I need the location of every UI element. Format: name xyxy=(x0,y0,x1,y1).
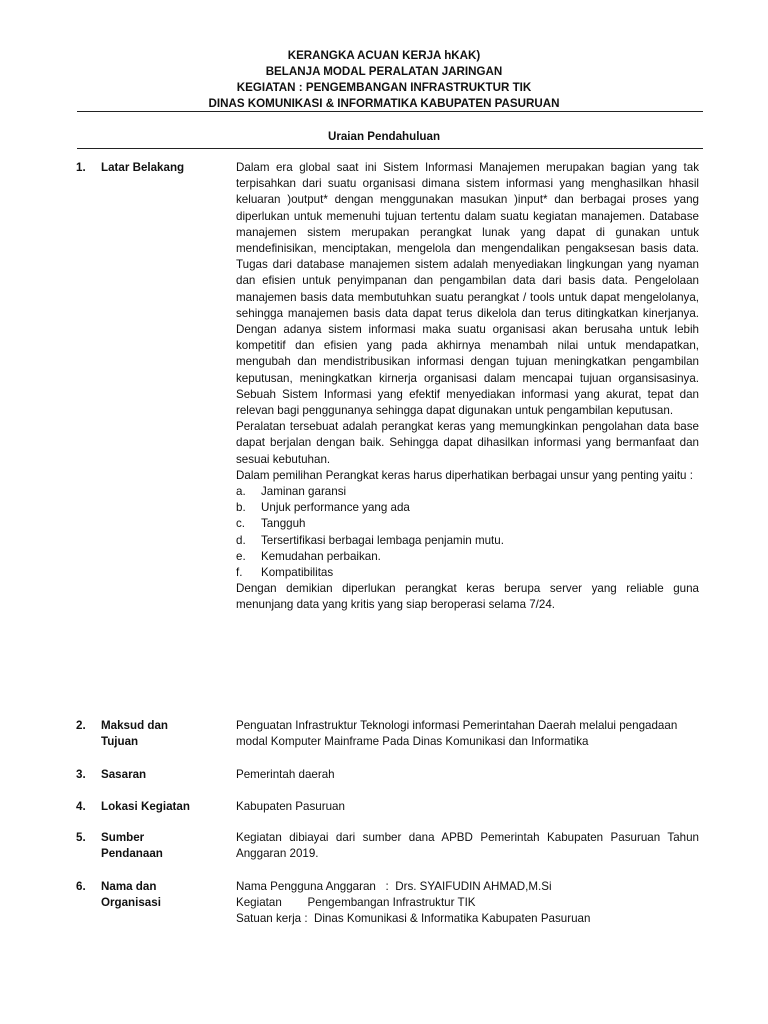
item-content: Kegiatan dibiayai dari sumber dana APBD Pemerintah Kabupaten Pasuruan Tahun Anggaran 2019. xyxy=(236,831,699,861)
header-line-3: KEGIATAN : PENGEMBANGAN INFRASTRUKTUR TIK xyxy=(236,81,532,94)
item-label: Maksud dan Tujuan xyxy=(101,719,168,749)
list-text: Unjuk performance yang ada xyxy=(261,501,410,515)
organisasi-line: Nama Pengguna Anggaran : Drs. SYAIFUDIN AHMAD,M.Si xyxy=(236,880,552,893)
section-divider xyxy=(77,148,703,149)
list-text: Kompatibilitas xyxy=(261,566,334,580)
item-label: Lokasi Kegiatan xyxy=(101,800,190,813)
item-label: Sumber Pendanaan xyxy=(101,831,163,861)
list-text: Tersertifikasi berbagai lembaga penjamin mutu. xyxy=(261,533,504,547)
section-title: Uraian Pendahuluan xyxy=(327,130,441,143)
list-item xyxy=(236,484,699,500)
organisasi-line: Satuan kerja : Dinas Komunikasi & Informatika Kabupaten Pasuruan xyxy=(236,912,591,926)
item-number: 2. xyxy=(76,719,86,732)
item-content xyxy=(236,160,699,614)
paragraph: Dengan demikian diperlukan perangkat keras berupa server yang reliable guna menunjang data yang kritis yang siap beroperasi selama 7/24. xyxy=(236,582,699,612)
item-content: Pemerintah daerah xyxy=(236,768,335,781)
header-line-2: BELANJA MODAL PERALATAN JARINGAN xyxy=(265,65,503,78)
header-line-4: DINAS KOMUNIKASI & INFORMATIKA KABUPATEN PASURUAN xyxy=(208,97,560,110)
paragraph: Dalam pemilihan Perangkat keras harus diperhatikan berbagai unsur yang penting yaitu : xyxy=(236,468,693,482)
item-label: Sasaran xyxy=(101,768,147,781)
document-header xyxy=(0,48,768,112)
criteria-list xyxy=(236,484,699,581)
paragraph: Dalam era global saat ini Sistem Informasi Manajemen merupakan bagian yang tak terpisahkan dari suatu organisasi dimana sistem informasi yang menghasilkan hhasil keluaran )output* dengan menggunakan masukan )input* dan berbagai proses yang diperlukan untuk memenuhi tujuan tertentu dalam suatu kegiatan manajemen. Database manajemen sistem merupakan perangkat lunak yang dapat di gunakan untuk mendefinisikan, menciptakan, mengelola dan mengendalikan pengaksesan basis data. Tugas dari database manajemen sistem adalah menyediakan lingkungan yang nyaman dan efisien untuk penyimpanan dan pengambilan data dari basis data. Pengelolaan manajemen basis data membutuhkan suatu perangkat / tools untuk dapat mengelolanya, sehingga manajemen basis data dapat terus dikelola dan terus ditingkatkan kinerjanya. Dengan adanya sistem informasi maka suatu organisasi akan berusaha untuk lebih kompetitif dan efisien yang pada akhirnya menambah nilai untuk mendapatkan, mengubah dan mendistribusikan informasi dengan tujuan meningkatkan pengambilan keputusan, meningkatkan kirnerja organisasi dalam mencapai tujuan organsisasinya. Sebuah Sistem Informasi yang efektif menyediakan informasi yang akurat, tepat dan relevan bagi penggunanya sehingga dapat digunakan untuk pengambilan keputusan. xyxy=(236,161,699,418)
list-item xyxy=(236,500,699,516)
list-marker: c. xyxy=(236,517,246,531)
list-item xyxy=(236,533,699,549)
item-content: Kabupaten Pasuruan xyxy=(236,800,345,813)
list-item xyxy=(236,516,699,532)
organisasi-line: Kegiatan Pengembangan Infrastruktur TIK xyxy=(236,896,476,910)
item-content: Penguatan Infrastruktur Teknologi informasi Pemerintahan Daerah melalui pengadaan modal Komputer Mainframe Pada Dinas Komunikasi dan Informatika xyxy=(236,719,678,749)
item-number: 4. xyxy=(76,800,86,813)
header-line-1: KERANGKA ACUAN KERJA hKAK) xyxy=(287,49,481,62)
header-divider xyxy=(77,111,703,112)
paragraph: Peralatan tersebuat adalah perangkat keras yang memungkinkan pengolahan data base dapat berjalan dengan baik. Sehingga dapat dihasilkan informasi yang bermanfaat dan sesuai kebutuhan. xyxy=(236,420,699,466)
list-marker: b. xyxy=(236,501,246,515)
list-item xyxy=(236,549,699,565)
item-number: 6. xyxy=(76,880,86,893)
item-content xyxy=(236,879,699,928)
list-marker: d. xyxy=(236,533,246,547)
list-text: Kemudahan perbaikan. xyxy=(261,549,381,563)
item-label: Latar Belakang xyxy=(101,161,185,174)
item-label: Nama dan Organisasi xyxy=(101,880,161,910)
item-number: 1. xyxy=(76,161,86,174)
item-number: 3. xyxy=(76,768,86,781)
list-marker: f. xyxy=(236,566,243,580)
list-text: Jaminan garansi xyxy=(261,485,347,499)
list-item xyxy=(236,565,699,581)
list-marker: e. xyxy=(236,549,246,563)
item-number: 5. xyxy=(76,831,86,844)
list-marker: a. xyxy=(236,485,246,499)
list-text: Tangguh xyxy=(261,517,306,531)
